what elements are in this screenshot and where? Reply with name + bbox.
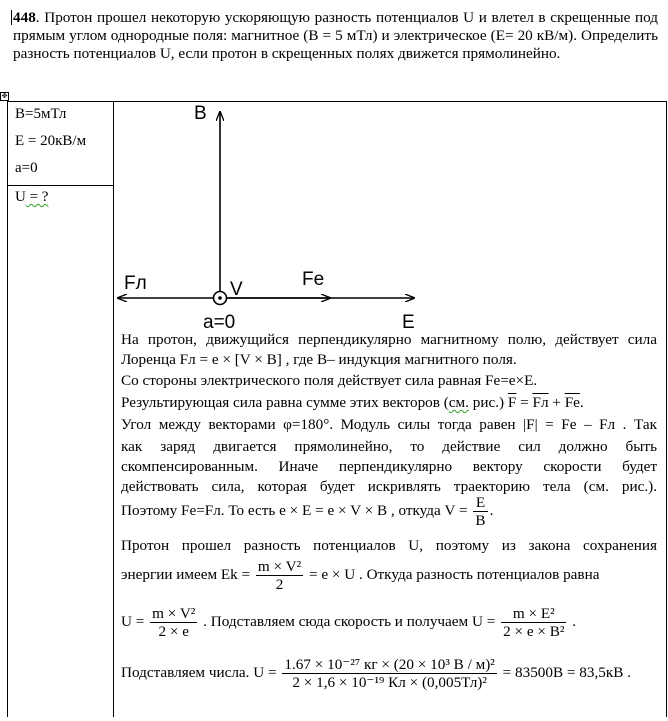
v-fraction: [473, 494, 487, 529]
solution-p8: [121, 605, 657, 640]
solution-p4c: скомпенсированным. Иначе перпендикулярно вектору скорости будет: [121, 458, 657, 475]
problem-number: 448: [13, 9, 36, 26]
p7-text: энергии имеем Ek =: [121, 565, 254, 583]
p7-tail: = e × U . Откуда разность потенциалов равна: [305, 565, 600, 583]
solution-p7: [121, 558, 657, 593]
solution-p3: [121, 394, 657, 412]
find-u-symbol: U: [15, 189, 26, 205]
u1-frac-num: m × V²: [152, 605, 196, 622]
label-b: B: [194, 103, 207, 124]
label-fl: Fл: [124, 273, 147, 294]
velocity-dot-icon: [218, 296, 222, 300]
ek-frac-num: m × V²: [257, 558, 302, 575]
u-num-frac-num: 1.67 × 10⁻²⁷ кг × (20 × 10³ В / м)²: [284, 656, 495, 673]
u-numeric-fraction: [282, 656, 496, 691]
ek-fraction: [256, 558, 303, 593]
label-a: a=0: [203, 312, 236, 333]
solution-p4a: Угол между векторами φ=180°. Модуль силы тогда равен |F| = Fe – Fл . Так: [121, 416, 657, 433]
p3-fl-vector: Fл: [532, 394, 549, 411]
solution-p2: Со стороны электрического поля действует сила равная Fe=e×E.: [121, 372, 538, 389]
label-fe: Fe: [302, 269, 325, 290]
label-e: E: [402, 312, 415, 333]
p8-text: U =: [121, 612, 149, 630]
p8-mid: . Подставляем сюда скорость и получаем U =: [199, 612, 500, 630]
p3-ref: см.: [448, 394, 469, 411]
v-frac-num: E: [473, 494, 487, 512]
label-v: V: [230, 279, 243, 300]
u2-frac-den: 2 × e × B²: [503, 623, 565, 640]
problem-text: . Протон прошел некоторую ускоряющую разность потенциалов U и влетел в скрещенные под прямым углом однородные поля: магнитное (В = 5 мТл) и электрическое (Е= 20 кВ/м). Определить разность потенциалов U, если протон в скрещенных полях движется прямолинейно.: [13, 9, 658, 62]
p3-eq: =: [516, 394, 533, 411]
find-u-question: = ?: [25, 189, 49, 205]
solution-p1b: Лоренца Fл = e × [V × B] , где B– индукция магнитного поля.: [121, 351, 517, 368]
u1-frac-den: 2 × e: [158, 623, 189, 640]
v-frac-den: B: [475, 512, 486, 529]
given-a: a=0: [15, 160, 38, 176]
solution-p4d: действовать сила, которая будет искривлять траекторию тела (см. рис.).: [121, 478, 657, 495]
solution-p5: [121, 494, 657, 529]
p3-text: Результирующая сила равна сумме этих векторов (: [121, 394, 449, 411]
p3-text2: рис.): [468, 394, 508, 411]
given-b: B=5мТл: [15, 106, 67, 122]
p5-end: .: [489, 501, 494, 519]
u-fraction-1: [150, 605, 197, 640]
p3-fe-vector: $\overline{Fe}$: [564, 394, 580, 411]
given-e: E = 20кВ/м: [15, 133, 87, 149]
solution-p4b: как заряд двигается прямолинейно, то действие сил должно быть: [121, 438, 657, 455]
p3-f-vector: $\overline{F}$: [507, 394, 517, 411]
solution-p1a: На протон, движущийся перпендикулярно магнитному полю, действует сила: [121, 331, 657, 348]
table-move-handle-icon[interactable]: ✥: [1, 92, 8, 100]
p8-end: .: [568, 612, 577, 630]
p3-plus: +: [548, 394, 565, 411]
u2-frac-num: m × E²: [501, 605, 566, 623]
p5-text: Поэтому Fe=Fл. То есть e × E = e × V × B , откуда V =: [121, 501, 472, 519]
solution-p9: [121, 656, 657, 691]
u-fraction-2: [501, 605, 566, 640]
p9-result: = 83500В = 83,5кВ .: [498, 663, 631, 681]
u-num-frac-den: 2 × 1,6 × 10⁻¹⁹ Кл × (0,005Тл)²: [292, 674, 487, 691]
p3-end: .: [579, 394, 584, 411]
p9-text: Подставляем числа. U =: [121, 663, 281, 681]
ek-frac-den: 2: [275, 576, 284, 593]
solution-p6: Протон прошел разность потенциалов U, поэтому из закона сохранения: [121, 537, 657, 554]
